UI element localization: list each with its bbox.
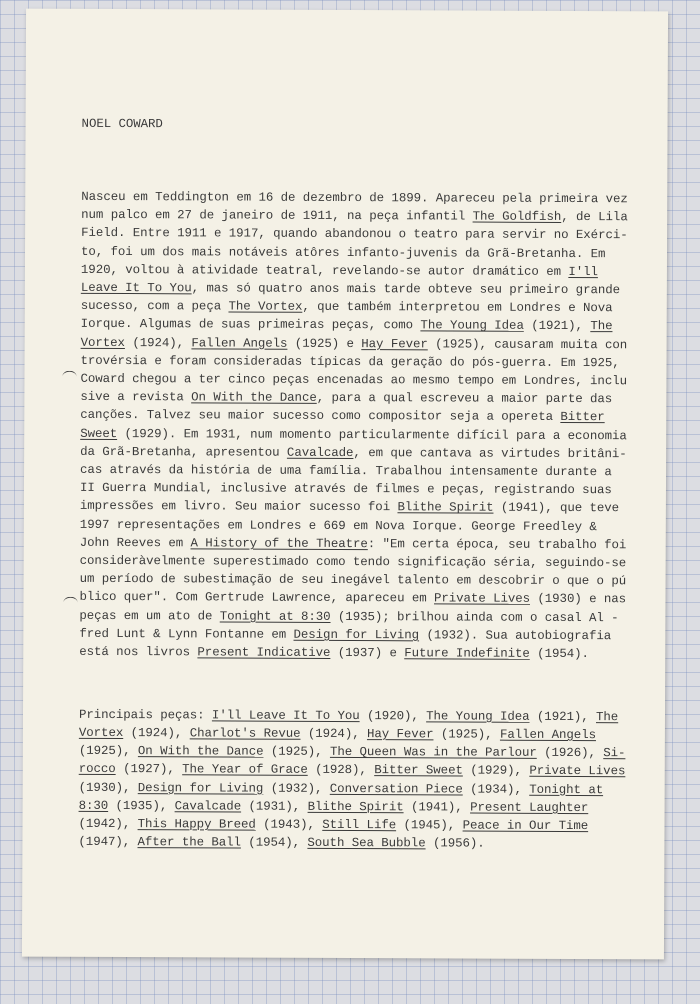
text-run: (1931), — [241, 799, 308, 814]
underlined-title: The Young Idea — [426, 709, 530, 724]
margin-pencil-mark — [63, 597, 77, 608]
text-line — [79, 607, 669, 628]
text-line — [80, 406, 670, 427]
text-run: consideràvelmente superestimado como tendo significação séria, seguindo-se — [79, 553, 627, 571]
text-run: (1925), causaram muita con — [427, 337, 628, 352]
text-run: (1947), — [78, 834, 138, 850]
text-run: (1943), — [255, 817, 323, 832]
underlined-title: Leave It To You — [80, 280, 192, 296]
underlined-title: After the Ball — [137, 835, 241, 850]
text-run: (1937) e — [330, 646, 405, 661]
text-line — [79, 778, 669, 799]
text-run: da Grã-Bretanha, apresentou — [80, 444, 287, 460]
underlined-title: Si- — [603, 746, 626, 761]
text-run: Nasceu em Teddington em 16 de dezembro de 1899. Apareceu pela primeira vez — [81, 189, 628, 207]
underlined-title: Sweet — [80, 426, 118, 441]
text-run: fred Lunt & Lynn Fontanne em — [79, 626, 294, 642]
text-run: (1954). — [529, 646, 589, 662]
text-run: 1997 representações em Londres e 669 em Nova Iorque. George Freedley & — [79, 517, 597, 534]
text-run: , em que cantava as virtudes britâni- — [353, 445, 627, 462]
text-run: (1927), — [115, 762, 183, 777]
text-run: canções. Talvez seu maior sucesso como compositor seja a opereta — [80, 408, 561, 425]
text-run: , que também interpretou em Londres e Nova — [302, 300, 613, 316]
underlined-title: Vortex — [80, 335, 125, 350]
underlined-title: The Year of Grace — [182, 762, 308, 778]
text-run: (1930), — [78, 780, 138, 795]
text-run: (1924), — [300, 726, 368, 742]
text-run: (1941), — [403, 799, 471, 815]
text-run: (1942), — [78, 816, 138, 832]
typed-text-block — [78, 79, 672, 890]
text-run: impressões em livro. Seu maior sucesso foi — [79, 499, 398, 515]
document-title: NOEL COWARD — [81, 117, 163, 132]
underlined-title: Tonight at 8:30 — [219, 609, 331, 624]
underlined-title: Hay Fever — [361, 336, 428, 352]
text-run: (1945), — [396, 818, 463, 833]
text-run: (1956). — [425, 836, 485, 851]
text-run: (1932), — [263, 781, 330, 796]
text-run: (1928), — [307, 763, 375, 778]
text-run: Principais peças: — [78, 707, 212, 723]
text-run: peças em um ato de — [79, 608, 220, 624]
text-line — [80, 497, 670, 518]
underlined-title: Design for Living — [137, 780, 264, 796]
underlined-title: Present Laughter — [470, 800, 589, 815]
text-run: John Reeves em — [79, 535, 191, 551]
underlined-title: Cavalcade — [174, 798, 242, 814]
text-run: (1929), — [462, 763, 530, 779]
underlined-title: The Goldfish — [472, 209, 562, 225]
text-run: (1921), — [523, 319, 591, 334]
text-line — [79, 643, 669, 664]
underlined-title: rocco — [78, 762, 116, 777]
text-line — [79, 706, 669, 727]
underlined-title: The — [590, 319, 613, 334]
text-run: (1935), — [108, 798, 175, 813]
margin-pencil-mark — [62, 371, 76, 382]
text-line — [81, 315, 671, 336]
text-run: to, foi um dos mais notáveis atôres infanto-juvenis da Grã-Bretanha. Em — [80, 244, 606, 261]
text-run: (1920), — [359, 708, 427, 724]
text-line — [78, 833, 668, 854]
underlined-title: Bitter — [560, 410, 605, 425]
text-run: (1921), — [529, 709, 597, 724]
text-run: (1925), — [263, 744, 331, 760]
text-run: (1935); brilhou ainda com o casal Al - — [330, 609, 619, 625]
text-run: , mas só quatro anos mais tarde obteve seu primeiro grande — [191, 281, 621, 298]
underlined-title: Tonight at — [529, 782, 604, 797]
text-line — [80, 425, 670, 446]
text-run: um período de subestimação de seu inegável talento em descobrir o que o pú — [79, 572, 627, 589]
underlined-title: Fallen Angels — [499, 727, 597, 743]
text-run: II Guerra Mundial, inclusive através de filmes e peças, registrando suas — [79, 481, 612, 498]
text-run: cas através da história de uma família. Trabalhou intensamente durante a — [80, 462, 612, 480]
text-run: (1954), — [240, 835, 308, 850]
text-run: blico quer". Com Gertrude Lawrence, apareceu em — [79, 590, 435, 606]
text-run: trovérsia e foram consideradas típicas da geração do pós-guerra. Em 1925, — [80, 353, 620, 371]
underlined-title: Present Indicative — [197, 645, 331, 661]
underlined-title: 8:30 — [78, 798, 109, 813]
text-line — [79, 588, 669, 609]
text-run: num palco em 27 de janeiro de 1911, na peça infantil — [81, 208, 473, 224]
text-run: (1924), — [124, 335, 192, 350]
text-run: (1925) e — [287, 336, 362, 351]
underlined-title: This Happy Breed — [137, 817, 256, 832]
text-line — [81, 333, 671, 354]
text-run: , para a qual escreveu a maior parte das — [316, 391, 613, 407]
text-run: (1924), — [123, 725, 190, 741]
text-run: (1929). Em 1931, num momento particularmente difícil para a economia — [117, 426, 627, 443]
text-run: (1932). Sua autobiografia — [419, 628, 612, 644]
underlined-title: Private Lives — [529, 764, 626, 779]
text-run: (1930) e nas — [529, 592, 627, 607]
underlined-title: South Sea Bubble — [307, 835, 426, 851]
underlined-title: A History of the Theatre — [190, 536, 368, 551]
underlined-title: Blithe Spirit — [397, 500, 494, 516]
underlined-title: The Vortex — [228, 299, 303, 315]
text-run: sive a revista — [80, 390, 192, 405]
underlined-title: Private Lives — [433, 591, 531, 607]
text-run: 1920, voltou à atividade teatral, revelando-se autor dramático em — [80, 262, 569, 279]
typed-page — [22, 9, 668, 960]
underlined-title: On With the Dance — [191, 390, 317, 406]
text-run: Field. Entre 1911 e 1917, quando abandonou o teatro para servir no Exérci- — [81, 226, 628, 243]
underlined-title: Conversation Piece — [329, 781, 463, 797]
underlined-title: Future Indefinite — [404, 646, 530, 661]
biography-paragraph — [79, 188, 671, 664]
underlined-title: The Young Idea — [420, 318, 524, 334]
text-run: sucesso, com a peça — [80, 299, 229, 314]
underlined-title: The — [596, 709, 619, 724]
underlined-title: Cavalcade — [286, 445, 354, 460]
underlined-title: Vortex — [78, 725, 124, 740]
text-run: (1941), que teve — [493, 501, 620, 516]
underlined-title: Design for Living — [293, 627, 420, 643]
underlined-title: Blithe Spirit — [307, 799, 404, 814]
text-run: Iorque. Algumas de suas primeiras peças, como — [80, 317, 421, 333]
text-run: (1934), — [462, 782, 530, 797]
underlined-title: Charlot's Revue — [189, 726, 301, 741]
text-run: está nos livros — [79, 644, 198, 660]
underlined-title: I'll — [568, 264, 598, 279]
text-run: (1925), — [78, 743, 138, 759]
text-line — [81, 224, 671, 245]
underlined-title: The Queen Was in the Parlour — [329, 745, 537, 760]
underlined-title: Hay Fever — [366, 727, 434, 742]
underlined-title: Bitter Sweet — [374, 763, 463, 778]
text-run: : "Em certa época, seu trabalho foi — [367, 536, 627, 553]
underlined-title: Still Life — [322, 817, 397, 833]
text-line — [79, 760, 669, 781]
text-line — [80, 516, 670, 537]
text-line — [81, 242, 671, 263]
text-run: , de Lila — [561, 210, 628, 225]
text-run: Coward chegou a ter cinco peças encenadas ao mesmo tempo em Londres, inclu — [80, 371, 628, 389]
underlined-title: On With the Dance — [137, 744, 264, 759]
underlined-title: I'll Leave It To You — [211, 708, 360, 723]
underlined-title: Peace in Our Time — [462, 818, 589, 833]
underlined-title: Fallen Angels — [191, 335, 288, 351]
text-run: (1925), — [433, 727, 501, 742]
principal-plays-paragraph — [78, 706, 669, 854]
text-run: (1926), — [536, 745, 604, 761]
